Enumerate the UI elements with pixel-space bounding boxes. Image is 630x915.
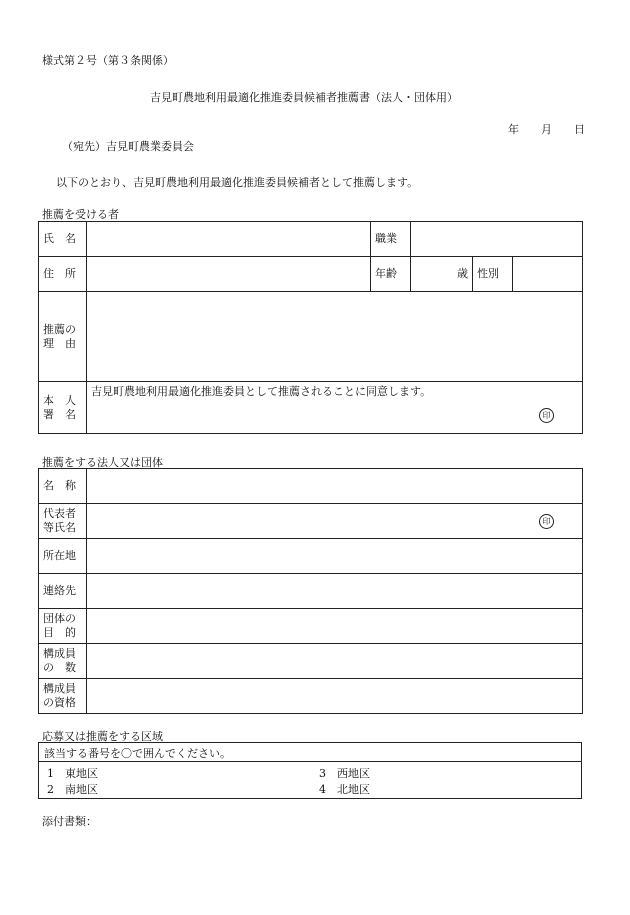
addressee: （宛先）吉見町農業委員会 — [62, 140, 194, 153]
contact-input[interactable] — [87, 574, 583, 609]
district-option-east[interactable]: 1 東地区 — [47, 767, 98, 780]
nominee-section-title: 推薦を受ける者 — [42, 208, 119, 221]
reason-input[interactable] — [87, 292, 583, 382]
form-number: 様式第２号（第３条関係） — [42, 54, 174, 67]
seal-icon: 印 — [539, 514, 554, 529]
organization-table — [38, 468, 583, 714]
gender-input[interactable] — [513, 257, 583, 292]
purpose-label: 団体の 目 的 — [39, 609, 87, 644]
signature-label: 本 人 署 名 — [39, 382, 87, 434]
consent-text: 吉見町農地利用最適化推進委員として推薦されることに同意します。 — [91, 385, 432, 398]
gender-label: 性別 — [473, 257, 513, 292]
occupation-input[interactable] — [411, 222, 583, 257]
intro-text: 以下のとおり、吉見町農地利用最適化推進委員候補者として推薦します。 — [56, 176, 419, 189]
members-count-label: 構成員 の 数 — [39, 644, 87, 679]
location-label: 所在地 — [39, 539, 87, 574]
signature-area[interactable] — [87, 382, 583, 434]
district-box — [38, 742, 582, 799]
form-title: 吉見町農地利用最適化推進委員候補者推薦書（法人・団体用） — [150, 91, 458, 104]
district-option-west[interactable]: 3 西地区 — [319, 767, 370, 780]
members-count-input[interactable] — [87, 644, 583, 679]
location-input[interactable] — [87, 539, 583, 574]
reason-label: 推薦の 理 由 — [39, 292, 87, 382]
organization-section-title: 推薦をする法人又は団体 — [42, 456, 163, 469]
district-option-north[interactable]: 4 北地区 — [319, 783, 370, 796]
org-name-input[interactable] — [87, 469, 583, 504]
seal-icon: 印 — [539, 408, 554, 423]
contact-label: 連絡先 — [39, 574, 87, 609]
name-label: 氏 名 — [39, 222, 87, 257]
members-qualification-input[interactable] — [87, 679, 583, 714]
age-input[interactable] — [411, 257, 473, 292]
district-section-title: 応募又は推薦をする区域 — [42, 730, 163, 743]
address-input[interactable] — [87, 257, 371, 292]
representative-input[interactable] — [87, 504, 583, 539]
occupation-label: 職業 — [371, 222, 411, 257]
age-label: 年齢 — [371, 257, 411, 292]
members-qualification-label: 構成員 の資格 — [39, 679, 87, 714]
attachments-label: 添付書類： — [42, 815, 97, 828]
representative-label: 代表者 等氏名 — [39, 504, 87, 539]
age-unit: 歳 — [457, 267, 468, 280]
name-input[interactable] — [87, 222, 371, 257]
address-label: 住 所 — [39, 257, 87, 292]
org-name-label: 名 称 — [39, 469, 87, 504]
district-instruction: 該当する番号を〇で囲んでください。 — [44, 747, 231, 760]
district-option-south[interactable]: 2 南地区 — [47, 783, 98, 796]
date-field[interactable]: 年 月 日 — [508, 123, 585, 136]
nominee-table — [38, 221, 583, 434]
purpose-input[interactable] — [87, 609, 583, 644]
